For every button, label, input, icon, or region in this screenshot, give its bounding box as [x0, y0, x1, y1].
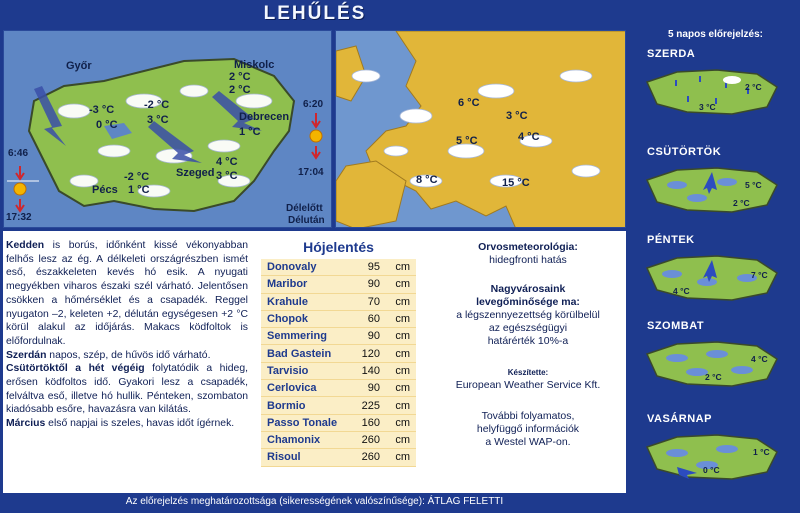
day-mini-map [633, 246, 798, 306]
snow-depth: 60 [367, 313, 380, 326]
med-title: Orvosmeteorológia: [478, 241, 578, 253]
temp-label: -3 °C [89, 104, 115, 116]
forecast-paragraph: folytatódik a hideg, erősen ködfoltos idő. Gyakori lesz a csapadék, felváltva eső, illetve hó hullik. Pénteken, szombaton kiadósabb esőre, havazásra van kilátás. [6, 363, 248, 416]
table-row [261, 380, 416, 397]
snow-unit: cm [395, 278, 410, 291]
day-forecast-thursday [633, 146, 798, 218]
more-info: helyfüggő információk [476, 423, 580, 435]
sunrise-left: 6:46 [8, 148, 29, 159]
snow-unit: cm [395, 434, 410, 447]
reliability-footer: Az előrejelzés meghatározottsága (sikerességének valószínűsége): ÁTLAG FELETTI [3, 493, 626, 511]
resort-name: Chamonix [267, 434, 321, 447]
more-info: a Westel WAP-on. [485, 436, 571, 448]
table-row [261, 345, 416, 362]
page-title: LEHŰLÉS [263, 3, 367, 24]
snow-report-table [261, 259, 416, 467]
day-forecast-sunday [633, 413, 798, 485]
day-temp-low: 0 °C [703, 465, 720, 475]
resort-name: Maribor [267, 278, 308, 291]
resort-name: Krahule [267, 295, 308, 308]
forecast-day-lead: Csütörtöktől a hét végéig [6, 363, 145, 375]
info-column [433, 241, 623, 449]
snow-depth: 90 [367, 330, 380, 343]
snow-depth: 95 [367, 261, 380, 274]
table-row [261, 276, 416, 293]
forecast-paragraph: első napjai is szeles, havas időt ígérnek. [45, 418, 235, 430]
table-row [261, 397, 416, 414]
eu-temp: 8 °C [416, 174, 438, 186]
resort-name: Donovaly [267, 261, 317, 274]
day-temp-low: 3 °C [699, 102, 716, 112]
day-mini-map [633, 332, 798, 392]
temp-label: 1 °C [128, 184, 150, 196]
table-row [261, 328, 416, 345]
snow-unit: cm [395, 313, 410, 326]
city-miskolc: Miskolc [234, 59, 275, 71]
forecast-day-lead: Szerdán [6, 349, 47, 361]
day-temp-high: 1 °C [753, 447, 770, 457]
eu-temp: 3 °C [506, 110, 528, 122]
forecast-text [6, 239, 248, 431]
air-text: az egészségügyi [488, 322, 568, 334]
day-forecast-saturday [633, 320, 798, 392]
med-text: hidegfronti hatás [489, 254, 567, 266]
snow-depth: 160 [361, 416, 380, 429]
eu-temp: 4 °C [518, 131, 540, 143]
table-row [261, 415, 416, 432]
sunset-left: 17:32 [6, 212, 32, 223]
temp-label: -2 °C [124, 171, 150, 183]
snow-unit: cm [395, 330, 410, 343]
temp-label: 1 °C [239, 126, 261, 138]
snow-depth: 90 [367, 382, 380, 395]
day-mini-map [633, 425, 798, 485]
temp-label: 2 °C [229, 84, 251, 96]
resort-name: Semmering [267, 330, 327, 343]
table-row [261, 259, 416, 276]
day-temp-high: 2 °C [745, 82, 762, 92]
resort-name: Chopok [267, 313, 308, 326]
day-label: PÉNTEK [647, 234, 695, 246]
table-row [261, 311, 416, 328]
air-title: levegőminősége ma: [476, 296, 580, 308]
snow-depth: 260 [361, 434, 380, 447]
day-forecast-friday [633, 234, 798, 306]
temp-label: 3 °C [147, 114, 169, 126]
made-by-title: Készítette: [507, 368, 549, 377]
legend-afternoon: Délután [288, 215, 325, 226]
table-row [261, 432, 416, 449]
day-label: VASÁRNAP [647, 413, 712, 425]
city-gyor: Győr [66, 60, 92, 72]
resort-name: Bad Gastein [267, 347, 332, 360]
resort-name: Passo Tonale [267, 416, 338, 429]
forecast-paragraph: napos, szép, de hűvös idő várható. [46, 349, 211, 361]
forecast-paragraph: is borús, időnként kissé vékonyabban felhős lesz az ég. A délkeleti országrészben ismét eső, északkeleten kevés hó esik. A nyugati megyékben viharos északi szél várható. Jelentősen csökken a hőmérséklet és a csapadék. Reggel nyugaton –2, keleten +2, délután egységesen +2 °C körül alakul az időjárás. Makacs ködfoltok is előfordulnak. [6, 240, 248, 347]
day-label: CSÜTÖRTÖK [647, 146, 722, 158]
resort-name: Tarvisio [267, 364, 309, 377]
snow-depth: 225 [361, 399, 380, 412]
snow-unit: cm [395, 261, 410, 274]
day-temp-low: 4 °C [673, 286, 690, 296]
resort-name: Bormio [267, 399, 306, 412]
made-by: European Weather Service Kft. [455, 379, 601, 391]
snow-depth: 260 [361, 451, 380, 464]
city-pecs: Pécs [92, 184, 118, 196]
forecast-day-lead: Kedden [6, 240, 45, 251]
day-temp-low: 2 °C [733, 198, 750, 208]
day-label: SZOMBAT [647, 320, 705, 332]
day-temp-high: 7 °C [751, 270, 768, 280]
day-mini-map [633, 60, 798, 120]
snow-unit: cm [395, 347, 410, 360]
resort-name: Risoul [267, 451, 301, 464]
city-debrecen: Debrecen [239, 111, 290, 123]
snow-unit: cm [395, 295, 410, 308]
snow-depth: 120 [361, 347, 380, 360]
table-row [261, 449, 416, 466]
snow-unit: cm [395, 364, 410, 377]
temp-label: 3 °C [216, 170, 238, 182]
snow-depth: 70 [367, 295, 380, 308]
eu-temp: 5 °C [456, 135, 478, 147]
day-temp-high: 4 °C [751, 354, 768, 364]
air-text: a légszennyezettség körülbelül [456, 309, 600, 321]
forecast-day-lead: Március [6, 418, 46, 430]
snow-report-title: Hójelentés [303, 239, 374, 255]
more-info: További folyamatos, [481, 410, 575, 422]
legend-morning: Délelőtt [286, 203, 323, 214]
day-temp-low: 2 °C [705, 372, 722, 382]
europe-map [335, 30, 626, 228]
table-row [261, 363, 416, 380]
hungary-map [3, 30, 332, 228]
day-forecast-wednesday [633, 48, 798, 120]
snow-unit: cm [395, 399, 410, 412]
table-row [261, 294, 416, 311]
snow-depth: 140 [361, 364, 380, 377]
city-szeged: Szeged [176, 167, 215, 179]
snow-unit: cm [395, 451, 410, 464]
air-title: Nagyvárosaink [490, 283, 566, 295]
snow-unit: cm [395, 382, 410, 395]
five-day-title: 5 napos előrejelzés: [667, 29, 764, 40]
sunset-right: 17:04 [298, 167, 324, 178]
eu-temp: 15 °C [502, 177, 530, 189]
snow-depth: 90 [367, 278, 380, 291]
resort-name: Cerlovica [267, 382, 317, 395]
temp-label: 4 °C [216, 156, 238, 168]
temp-label: 0 °C [96, 119, 118, 131]
text-area [3, 231, 626, 493]
day-temp-high: 5 °C [745, 180, 762, 190]
day-label: SZERDA [647, 48, 696, 60]
day-mini-map [633, 158, 798, 218]
sunrise-right: 6:20 [303, 99, 324, 110]
temp-label: 2 °C [229, 71, 251, 83]
air-text: határérték 10%-a [487, 335, 569, 347]
eu-temp: 6 °C [458, 97, 480, 109]
temp-label: -2 °C [144, 99, 170, 111]
snow-unit: cm [395, 416, 410, 429]
